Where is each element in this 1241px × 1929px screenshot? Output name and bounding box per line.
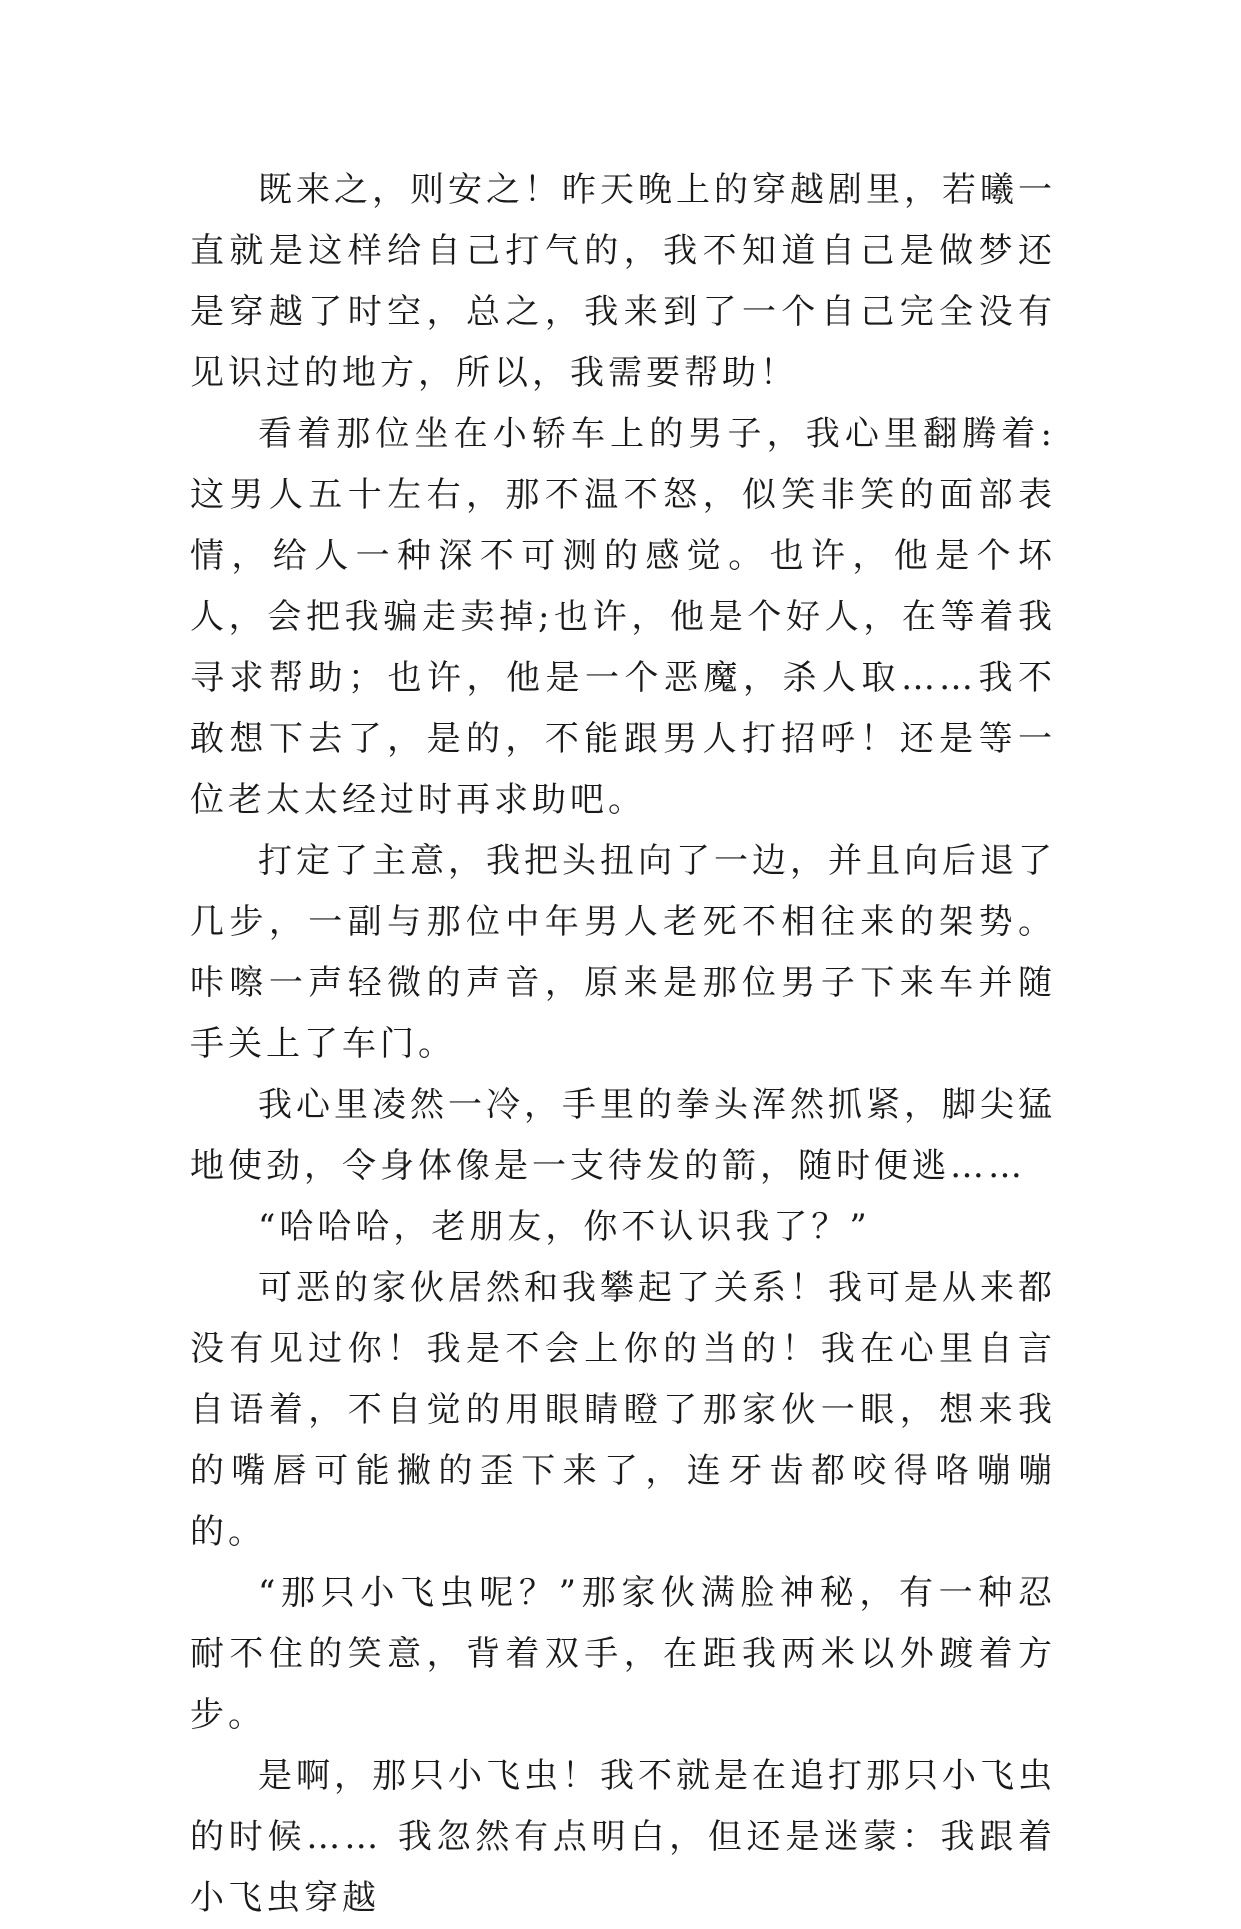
paragraph-2: 看着那位坐在小轿车上的男子，我心里翻腾着:这男人五十左右，那不温不怒，似笑非笑的面部表情，给人一种深不可测的感觉。也许，他是个坏人，会把我骗走卖掉;也许，他是个好人，在等着我寻求帮助；也许，他是一个恶魔，杀人取……我不敢想下去了，是的，不能跟男人打招呼！还是等一位老太太经过时再求助吧。: [190, 414, 1056, 820]
paragraph-8: 是啊，那只小飞虫！我不就是在追打那只小飞虫的时候…… 我忽然有点明白，但还是迷蒙：我跟着小飞虫穿越: [190, 1756, 1056, 1918]
document-body: [190, 160, 1056, 1929]
paragraph-6: 可恶的家伙居然和我攀起了关系！我可是从来都没有见过你！我是不会上你的当的！我在心里自言自语着，不自觉的用眼睛瞪了那家伙一眼，想来我的嘴唇可能撇的歪下来了，连牙齿都咬得咯嘣嘣的。: [190, 1268, 1056, 1552]
paragraph-3: 打定了主意，我把头扭向了一边，并且向后退了几步，一副与那位中年男人老死不相往来的架势。 咔嚓一声轻微的声音，原来是那位男子下来车并随手关上了车门。: [190, 841, 1056, 1064]
paragraph-4: 我心里凌然一冷，手里的拳头浑然抓紧，脚尖猛地使劲，令身体像是一支待发的箭，随时便逃……: [190, 1085, 1056, 1186]
paragraph-1: 既来之，则安之！昨天晚上的穿越剧里，若曦一直就是这样给自己打气的，我不知道自己是做梦还是穿越了时空，总之，我来到了一个自己完全没有见识过的地方，所以，我需要帮助！: [190, 170, 1056, 393]
paragraph-7: “那只小飞虫呢？”那家伙满脸神秘，有一种忍耐不住的笑意，背着双手，在距我两米以外踱着方步。: [190, 1573, 1056, 1735]
paragraph-5: “哈哈哈，老朋友，你不认识我了？”: [258, 1207, 871, 1247]
